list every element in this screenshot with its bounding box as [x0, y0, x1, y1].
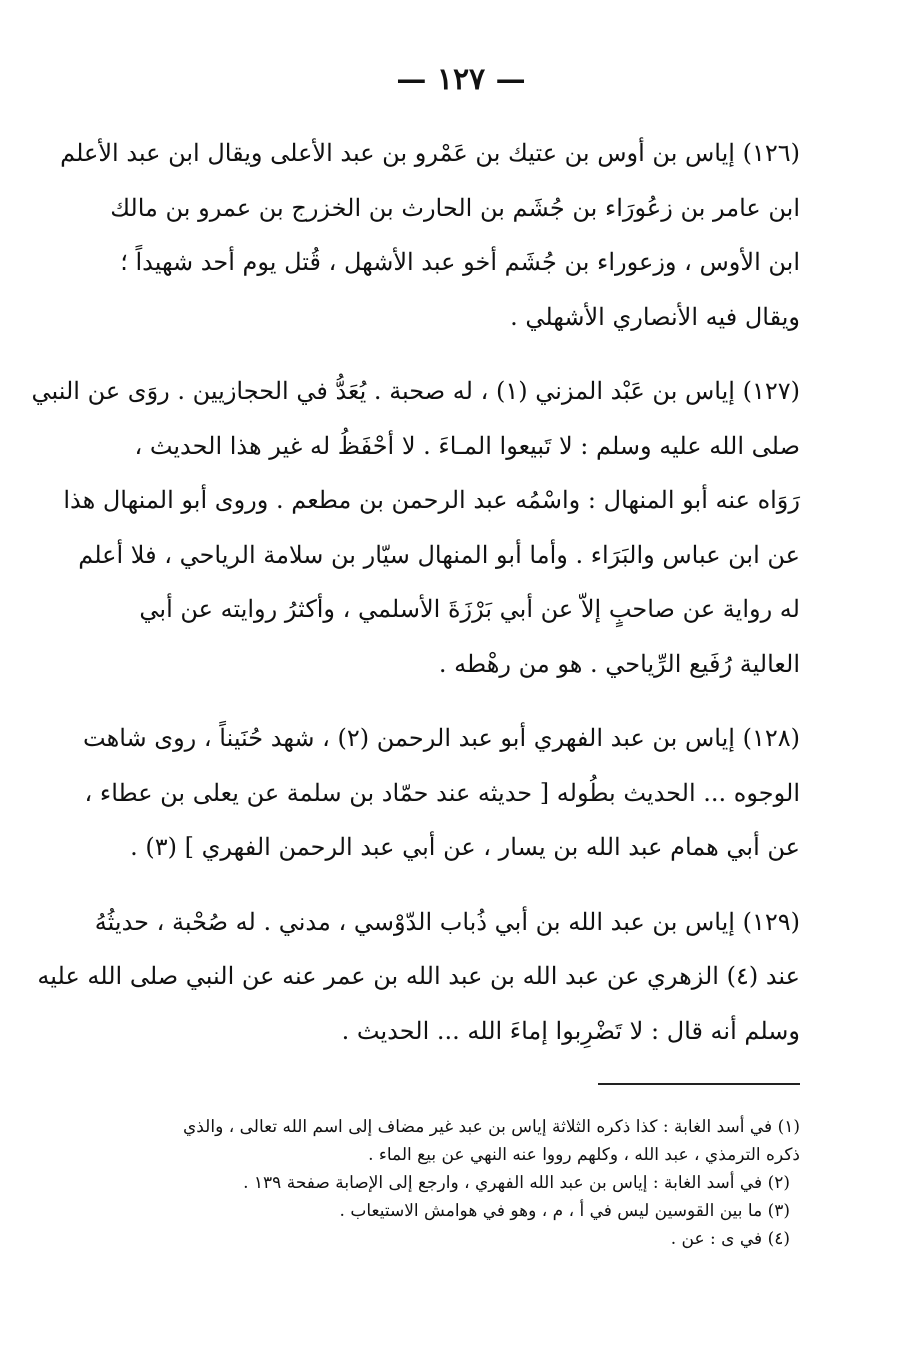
- entry-line: عند (٤) الزهري عن عبد الله بن عبد الله بن عمر عنه عن النبي صلى الله عليه: [37, 962, 800, 990]
- footnote-separator: [598, 1083, 800, 1085]
- entry-127: [31, 364, 800, 691]
- entry-line: (١٢٦) إياس بن أوس بن عتيك بن عَمْرو بن عبد الأعلى ويقال ابن عبد الأعلم: [60, 139, 800, 167]
- entry-126: [60, 126, 800, 344]
- footnotes: [138, 1113, 800, 1253]
- entry-line: ابن الأوس ، وزعوراء بن جُشَم أخو عبد الأشهل ، قُتل يوم أحد شهيداً ؛: [120, 248, 800, 276]
- entry-128: [83, 711, 800, 875]
- entry-line: ابن عامر بن زعُورَاء بن جُشَم بن الحارث بن الخزرج بن عمرو بن مالك: [110, 193, 800, 222]
- entry-line: عن أبي همام عبد الله بن يسار ، عن أبي عبد الرحمن الفهري ] (٣) .: [130, 833, 800, 861]
- entry-line: العالية رُفَيع الرِّياحي . هو من رهْطه .: [438, 649, 800, 678]
- footnote-line: ذكره الترمذي ، عبد الله ، وكلهم رووا عنه النهي عن بيع الماء .: [368, 1145, 800, 1165]
- footnote-line: (١) في أسد الغابة : كذا ذكره الثلاثة إياس بن عبد غير مضاف إلى اسم الله تعالى ، والذي: [182, 1117, 800, 1137]
- entry-line: ويقال فيه الأنصاري الأشهلي .: [510, 302, 800, 331]
- footnote-line: (٣) ما بين القوسين ليس في أ ، م ، وهو في هوامش الاستيعاب .: [339, 1201, 790, 1221]
- entry-line: (١٢٩) إياس بن عبد الله بن أبي ذُباب الدّوْسي ، مدني . له صُحْبة ، حديثُهُ: [94, 907, 800, 936]
- entry-line: (١٢٨) إياس بن عبد الفهري أبو عبد الرحمن (٢) ، شهد حُنَيناً ، روى شاهت: [83, 724, 800, 752]
- entry-line: وسلم أنه قال : لا تَضْرِبوا إماءَ الله ... الحديث .: [341, 1016, 800, 1045]
- entry-line: له رواية عن صاحبٍ إلاّ عن أبي بَرْزَةَ الأسلمي ، وأكثرُ روايته عن أبي: [139, 595, 800, 623]
- entry-line: (١٢٧) إياس بن عَبْد المزني (١) ، له صحبة . يُعَدُّ في الحجازيين . روَى عن النبي: [31, 377, 800, 405]
- entries-body: [31, 126, 800, 1078]
- footnote-line: (٢) في أسد الغابة : إياس بن عبد الله الفهري ، وارجع إلى الإصابة صفحة ١٣٩ .: [243, 1173, 790, 1193]
- footnote-line: (٤) في ى : عن .: [670, 1229, 790, 1249]
- entry-line: الوجوه ... الحديث بطُوله [ حديثه عند حمّاد بن سلمة عن يعلى بن عطاء ،: [84, 778, 800, 807]
- entry-line: رَوَاه عنه أبو المنهال : واسْمُه عبد الرحمن بن مطعم . وروى أبو المنهال هذا: [63, 486, 800, 514]
- entry-line: صلى الله عليه وسلم : لا تَبيعوا المـاءَ . لا أحْفَظُ له غير هذا الحديث ،: [134, 431, 800, 460]
- entry-line: عن ابن عباس والبَرَاء . وأما أبو المنهال سيّار بن سلامة الرياحي ، فلا أعلم: [78, 540, 800, 569]
- entry-129: [37, 895, 800, 1059]
- page-number: — ١٢٧ —: [396, 62, 526, 97]
